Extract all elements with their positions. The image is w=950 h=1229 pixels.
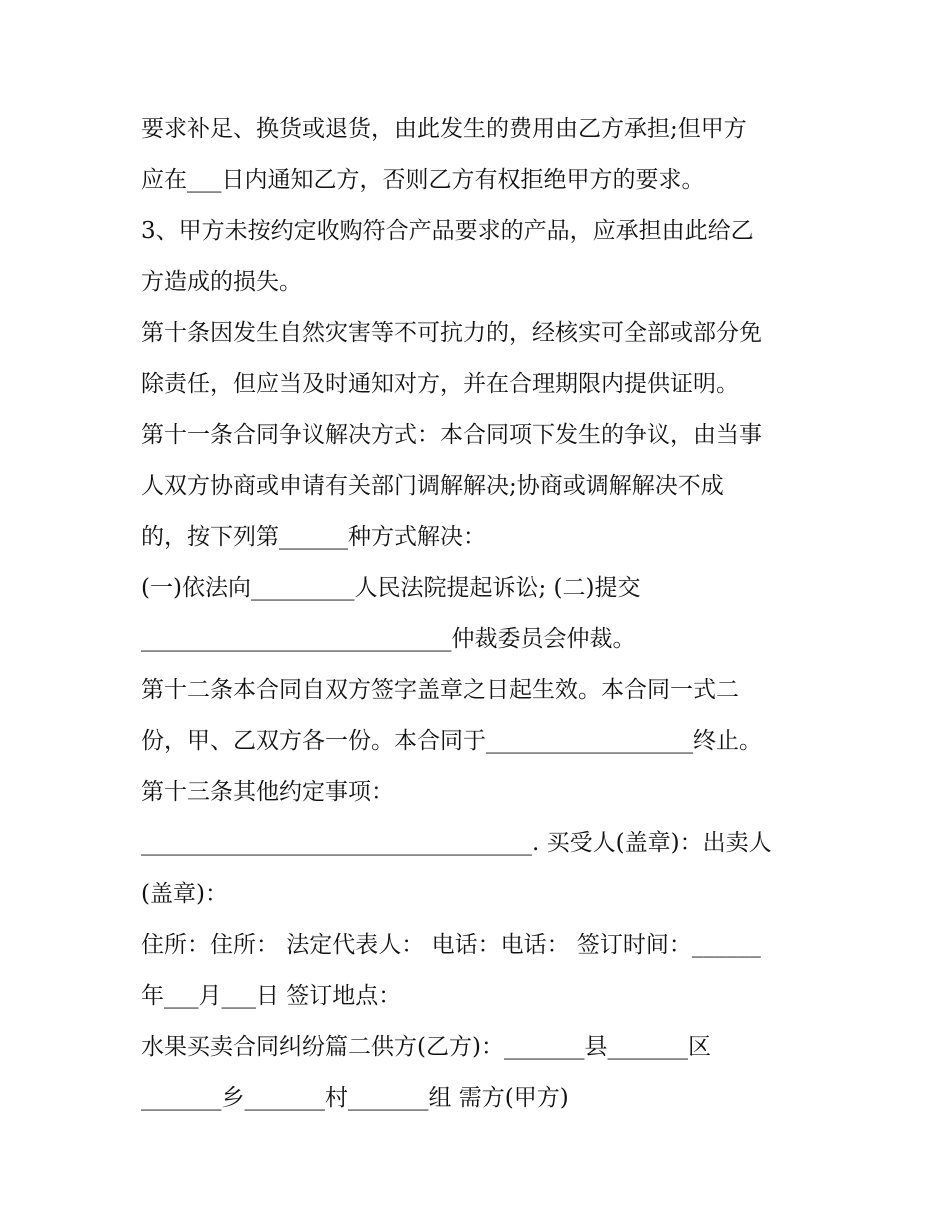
text-line: 住所：住所： 法定代表人： 电话：电话： 签订时间：______ [141,932,761,958]
text-line: 方造成的损失。 [141,269,302,295]
text-line: 除责任，但应当及时通知对方，并在合理期限内提供证明。 [141,371,739,397]
text-line: 第十一条合同争议解决方式：本合同项下发生的争议，由当事 [141,422,762,448]
text-line: 3、甲方未按约定收购符合产品要求的产品，应承担由此给乙 [141,218,754,244]
contract-text [141,104,821,1124]
text-line: (一)依法向_________人民法院提起诉讼; (二)提交 [141,575,641,601]
text-line: 份，甲、乙双方各一份。本合同于__________________终止。 [141,728,762,754]
text-line: 应在___日内通知乙方，否则乙方有权拒绝甲方的要求。 [141,167,705,193]
text-line: 水果买卖合同纠纷篇二供方(乙方)：_______县_______区 [141,1034,711,1060]
text-line: 要求补足、换货或退货，由此发生的费用由乙方承担;但甲方 [141,116,747,142]
text-line: 的，按下列第______种方式解决： [141,524,486,550]
text-line: (盖章)： [141,881,228,907]
text-line: _______乡_______村_______组 需方(甲方) [141,1085,569,1111]
text-line: 第十三条其他约定事项： [141,779,394,805]
text-line: 第十条因发生自然灾害等不可抗力的，经核实可全部或部分免 [141,320,762,346]
text-line: ___________________________仲裁委员会仲裁。 [141,626,636,652]
text-line: 第十二条本合同自双方签字盖章之日起生效。本合同一式二 [141,677,739,703]
text-line: __________________________________. 买受人(盖章)：出卖人 [141,830,772,856]
text-line: 年___月___日 签订地点： [141,983,402,1009]
text-line: 人双方协商或申请有关部门调解解决;协商或调解解决不成 [141,473,724,499]
